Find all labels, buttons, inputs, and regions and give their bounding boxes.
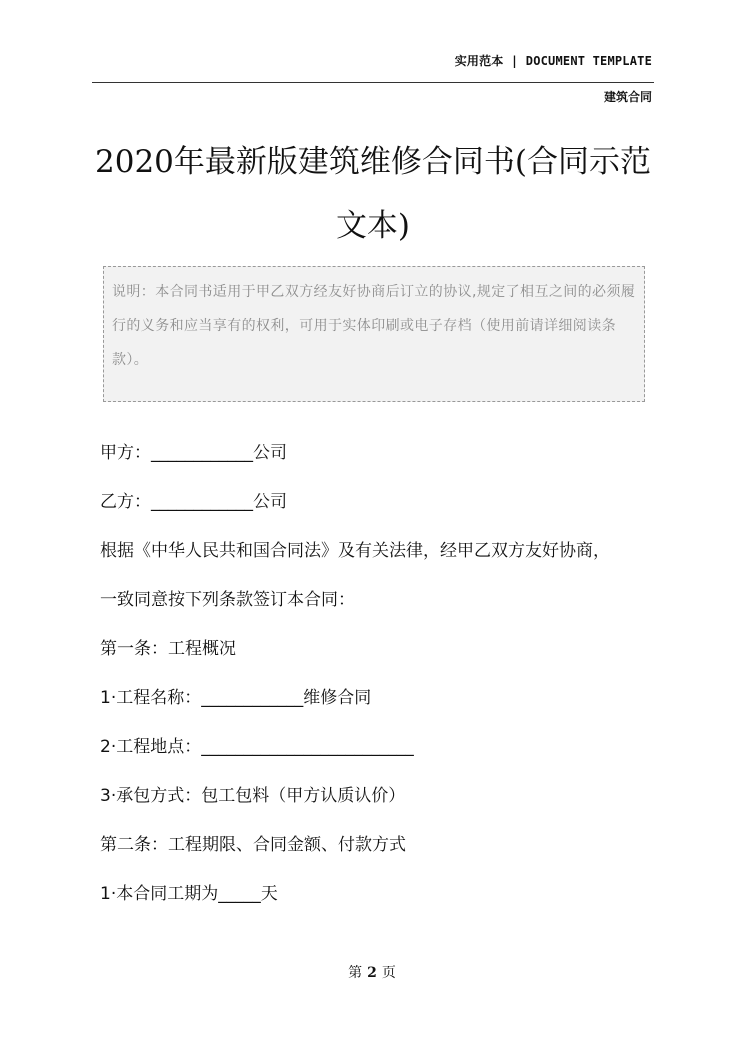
header-divider: [92, 82, 654, 83]
page-suffix: 页: [381, 965, 396, 981]
article-1-heading: 第一条：工程概况: [100, 639, 236, 659]
party-a-line: 甲方：____________公司: [100, 443, 287, 463]
page-prefix: 第: [348, 965, 363, 981]
document-title-line-2: 文本): [335, 208, 411, 244]
description-note-box: 说明：本合同书适用于甲乙双方经友好协商后订立的协议,规定了相互之间的必须履行的义务和应当享有的权利，可用于实体印刷或电子存档（使用前请详细阅读条款）。: [103, 266, 645, 402]
preamble-line-1: 根据《中华人民共和国合同法》及有关法律，经甲乙双方友好协商，: [100, 541, 610, 561]
contract-body: [100, 433, 664, 923]
document-title: [92, 130, 654, 258]
duration-line: 1·本合同工期为_____天: [100, 884, 278, 904]
preamble-line-2: 一致同意按下列条款签订本合同：: [100, 590, 355, 610]
contract-method-line: 3·承包方式：包工包料（甲方认质认价）: [100, 786, 406, 806]
page-number: 2: [367, 965, 377, 981]
header-category: 建筑合同: [603, 90, 652, 104]
header-tag: 实用范本 | DOCUMENT TEMPLATE: [454, 54, 652, 68]
article-2-heading: 第二条：工程期限、合同金额、付款方式: [100, 835, 406, 855]
project-name-line: 1·工程名称：____________维修合同: [100, 688, 372, 708]
document-title-line-1: 2020年最新版建筑维修合同书(合同示范: [95, 144, 651, 180]
party-b-line: 乙方：____________公司: [100, 492, 287, 512]
project-location-line: 2·工程地点：_________________________: [100, 737, 414, 757]
page-number-footer: [0, 962, 744, 982]
